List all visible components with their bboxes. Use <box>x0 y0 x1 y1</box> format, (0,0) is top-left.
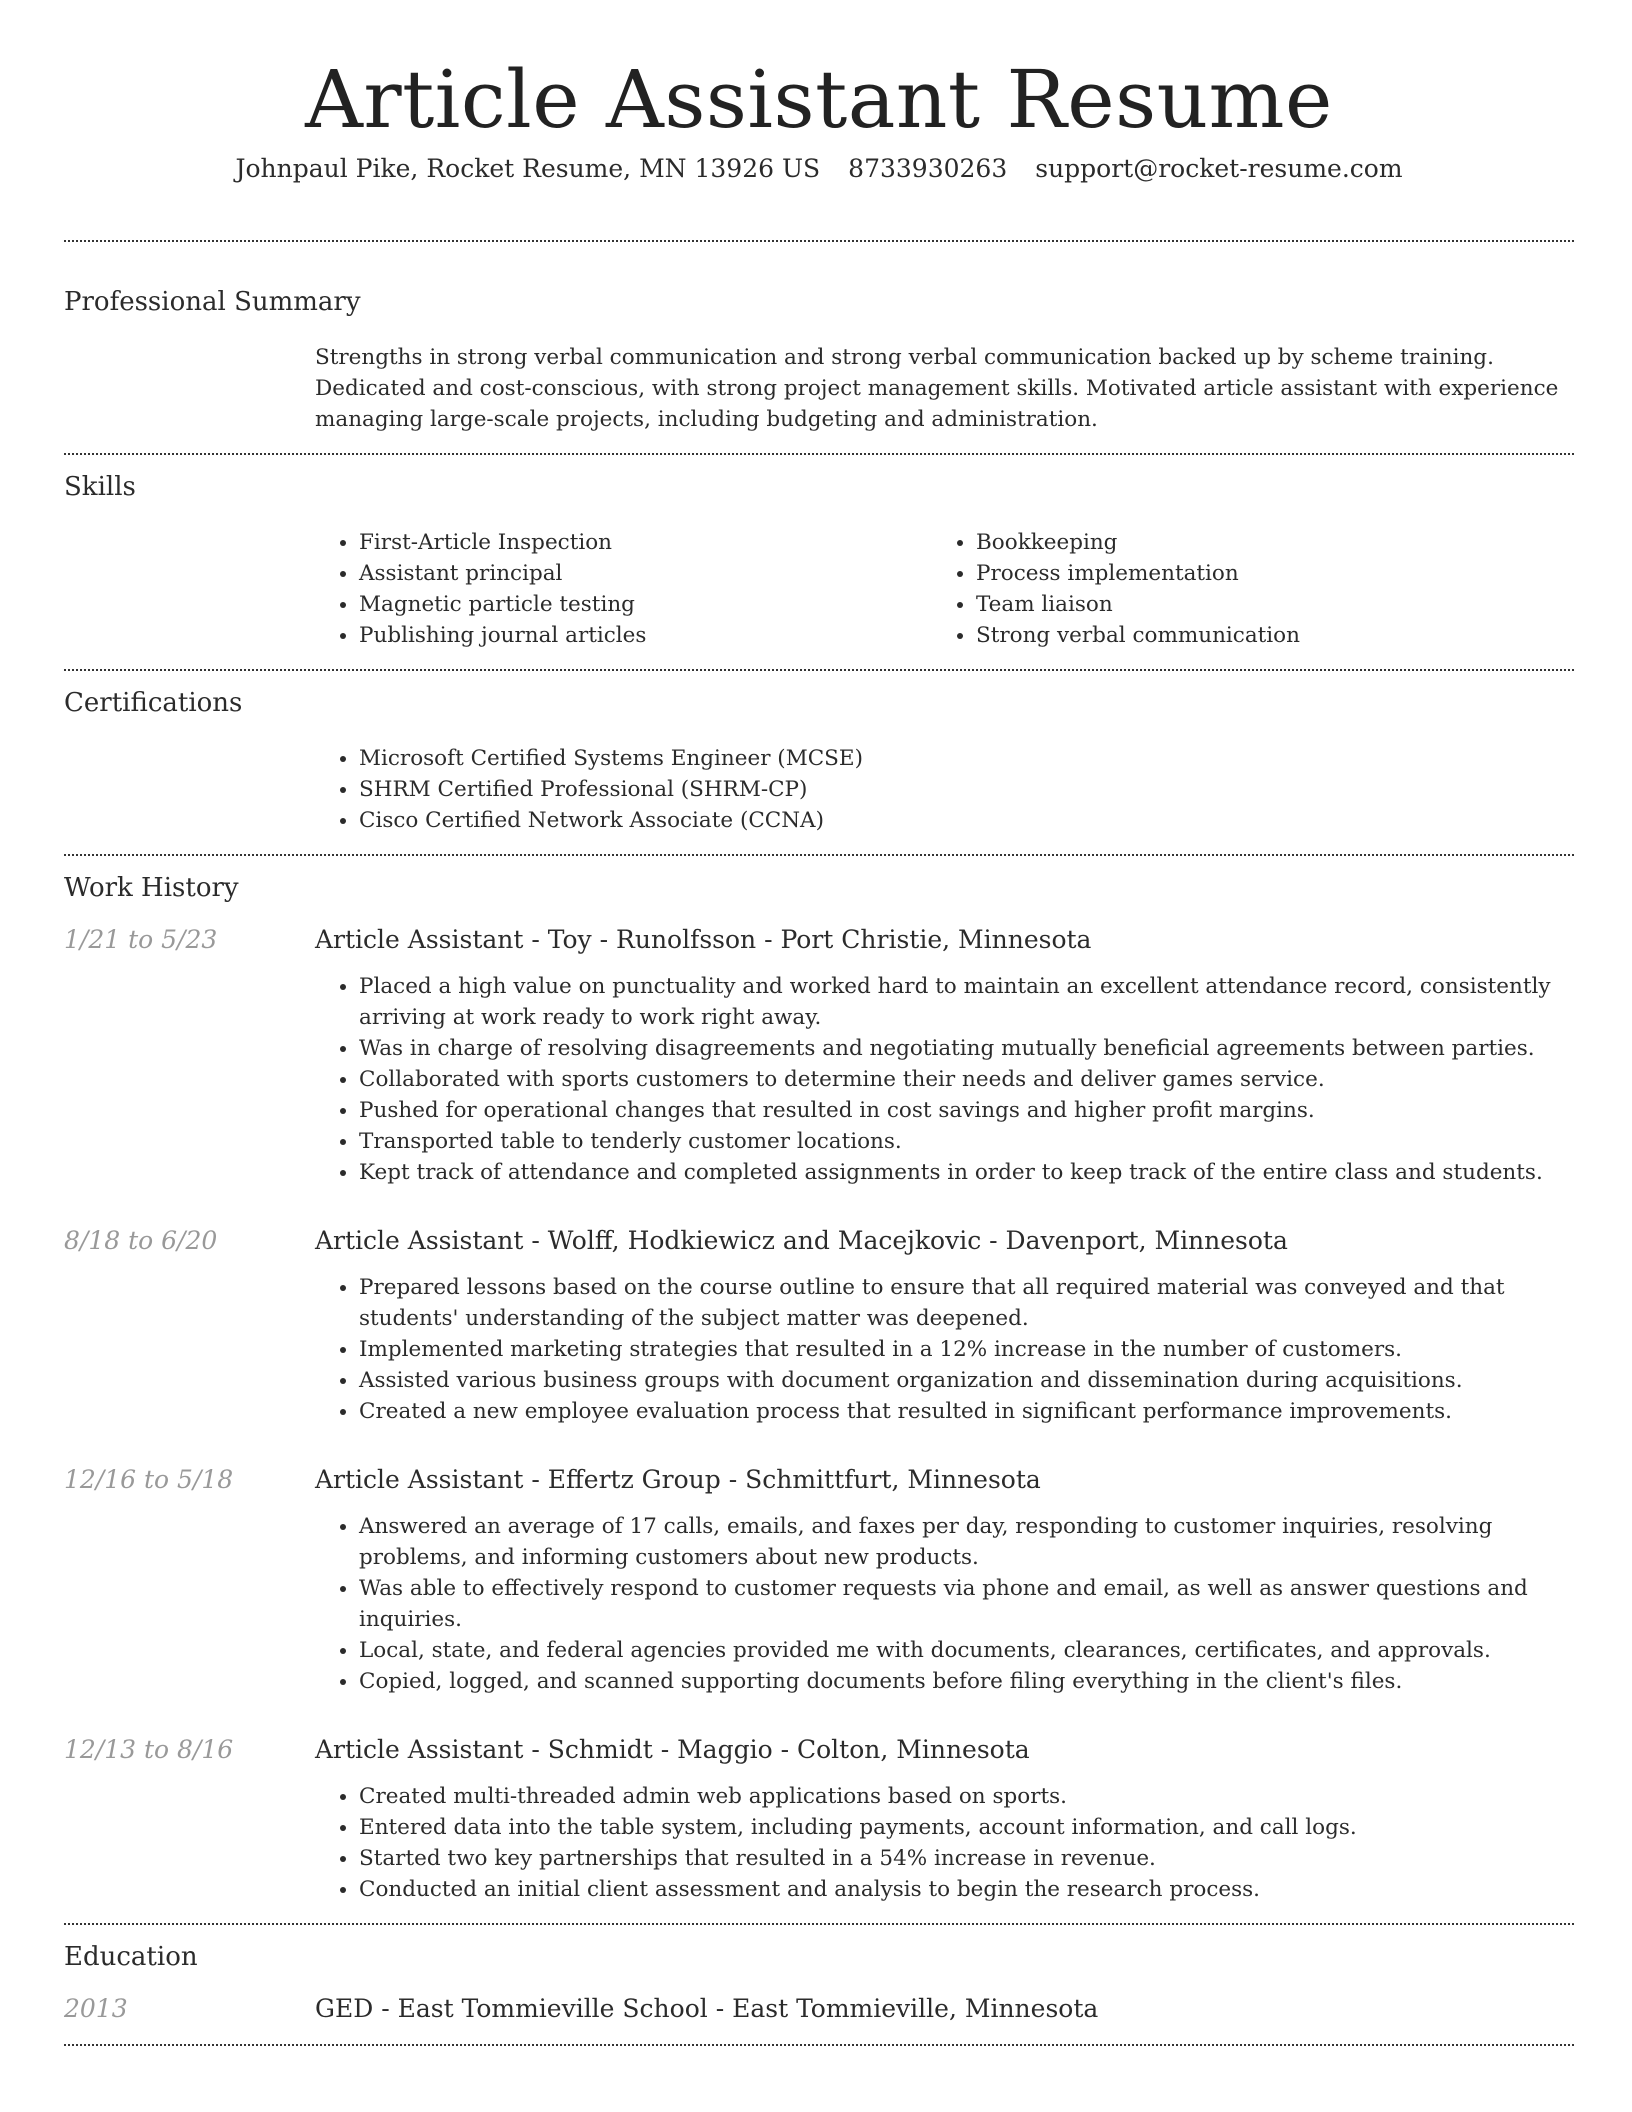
list-item: • Created multi-threaded admin web applications based on sports. <box>359 1781 1574 1812</box>
list-item: • Entered data into the table system, including payments, account information, and call logs. <box>359 1812 1574 1843</box>
contact-email[interactable]: support@rocket-resume.com <box>1035 154 1403 183</box>
job-bullets <box>315 1781 1574 1905</box>
list-item: • Local, state, and federal agencies provided me with documents, clearances, certificates, and approvals. <box>359 1635 1574 1666</box>
list-item: • Publishing journal articles <box>359 620 932 651</box>
list-item: • Copied, logged, and scanned supporting documents before filing everything in the client's files. <box>359 1666 1574 1697</box>
job-date: 12/16 to 5/18 <box>64 1465 234 1494</box>
contact-address: Johnpaul Pike, Rocket Resume, MN 13926 US <box>235 154 821 183</box>
list-item: • Microsoft Certified Systems Engineer (MCSE) <box>359 743 1574 774</box>
section-title-education: Education <box>64 1942 198 1972</box>
section-divider <box>64 2044 1574 2046</box>
job-entry <box>64 1224 1574 1427</box>
list-item: • Team liaison <box>976 589 1549 620</box>
list-item: • Placed a high value on punctuality and worked hard to maintain an excellent attendance record, consistently arriving at work ready to work right away. <box>359 971 1574 1033</box>
list-item: • First-Article Inspection <box>359 527 932 558</box>
list-item: • Kept track of attendance and completed assignments in order to keep track of the entire class and students. <box>359 1157 1574 1188</box>
list-item: • Was in charge of resolving disagreements and negotiating mutually beneficial agreements between parties. <box>359 1033 1574 1064</box>
skills-column-1 <box>315 527 932 651</box>
list-item: • Conducted an initial client assessment and analysis to begin the research process. <box>359 1874 1574 1905</box>
contact-phone: 8733930263 <box>848 154 1008 183</box>
resume-page <box>64 0 1574 2046</box>
list-item: • Bookkeeping <box>976 527 1549 558</box>
skills-list <box>315 527 1574 651</box>
job-bullets <box>315 971 1574 1188</box>
list-item: • Process implementation <box>976 558 1549 589</box>
list-item: • Was able to effectively respond to customer requests via phone and email, as well as answer questions and inquiries. <box>359 1573 1574 1635</box>
list-item: • Created a new employee evaluation process that resulted in significant performance improvements. <box>359 1396 1574 1427</box>
list-item: • SHRM Certified Professional (SHRM-CP) <box>359 774 1574 805</box>
skills-column-2 <box>932 527 1549 651</box>
list-item: • Answered an average of 17 calls, emails, and faxes per day, responding to customer inquiries, resolving problems, and informing customers about new products. <box>359 1511 1574 1573</box>
summary-text: Strengths in strong verbal communication and strong verbal communication backed up by scheme training. Dedicated and cost-conscious, with strong project management skills. Motivated article assistant with experience managing large-scale projects, including budgeting and administration. <box>315 345 1559 432</box>
job-bullets <box>315 1511 1574 1697</box>
section-title-summary: Professional Summary <box>64 287 361 317</box>
certifications-list <box>315 743 1574 836</box>
job-entry <box>64 923 1574 1188</box>
job-date: 1/21 to 5/23 <box>64 925 218 954</box>
resume-title: Article Assistant Resume <box>305 53 1333 146</box>
job-title: Article Assistant - Effertz Group - Schmittfurt, Minnesota <box>315 1465 1041 1494</box>
education-date: 2013 <box>64 1994 128 2023</box>
list-item: • Prepared lessons based on the course outline to ensure that all required material was conveyed and that students' understanding of the subject matter was deepened. <box>359 1272 1574 1334</box>
section-title-work-history: Work History <box>64 873 239 903</box>
list-item: • Assistant principal <box>359 558 932 589</box>
job-title: Article Assistant - Schmidt - Maggio - Colton, Minnesota <box>315 1735 1030 1764</box>
job-title: Article Assistant - Wolff, Hodkiewicz and Macejkovic - Davenport, Minnesota <box>315 1226 1288 1255</box>
list-item: • Magnetic particle testing <box>359 589 932 620</box>
job-bullets <box>315 1272 1574 1427</box>
section-title-skills: Skills <box>64 472 136 502</box>
education-entry <box>64 1992 1574 2026</box>
list-item: • Implemented marketing strategies that resulted in a 12% increase in the number of customers. <box>359 1334 1574 1365</box>
education-title: GED - East Tommieville School - East Tommieville, Minnesota <box>315 1994 1099 2023</box>
list-item: • Pushed for operational changes that resulted in cost savings and higher profit margins. <box>359 1095 1574 1126</box>
list-item: • Started two key partnerships that resulted in a 54% increase in revenue. <box>359 1843 1574 1874</box>
contact-line <box>64 150 1574 188</box>
job-date: 12/13 to 8/16 <box>64 1735 234 1764</box>
list-item: • Collaborated with sports customers to determine their needs and deliver games service. <box>359 1064 1574 1095</box>
list-item: • Cisco Certified Network Associate (CCNA) <box>359 805 1574 836</box>
job-entry <box>64 1733 1574 1905</box>
job-title: Article Assistant - Toy - Runolfsson - Port Christie, Minnesota <box>315 925 1092 954</box>
job-entry <box>64 1463 1574 1697</box>
list-item: • Strong verbal communication <box>976 620 1549 651</box>
section-title-certifications: Certifications <box>64 688 243 718</box>
list-item: • Assisted various business groups with document organization and dissemination during acquisitions. <box>359 1365 1574 1396</box>
list-item: • Transported table to tenderly customer locations. <box>359 1126 1574 1157</box>
job-date: 8/18 to 6/20 <box>64 1226 218 1255</box>
